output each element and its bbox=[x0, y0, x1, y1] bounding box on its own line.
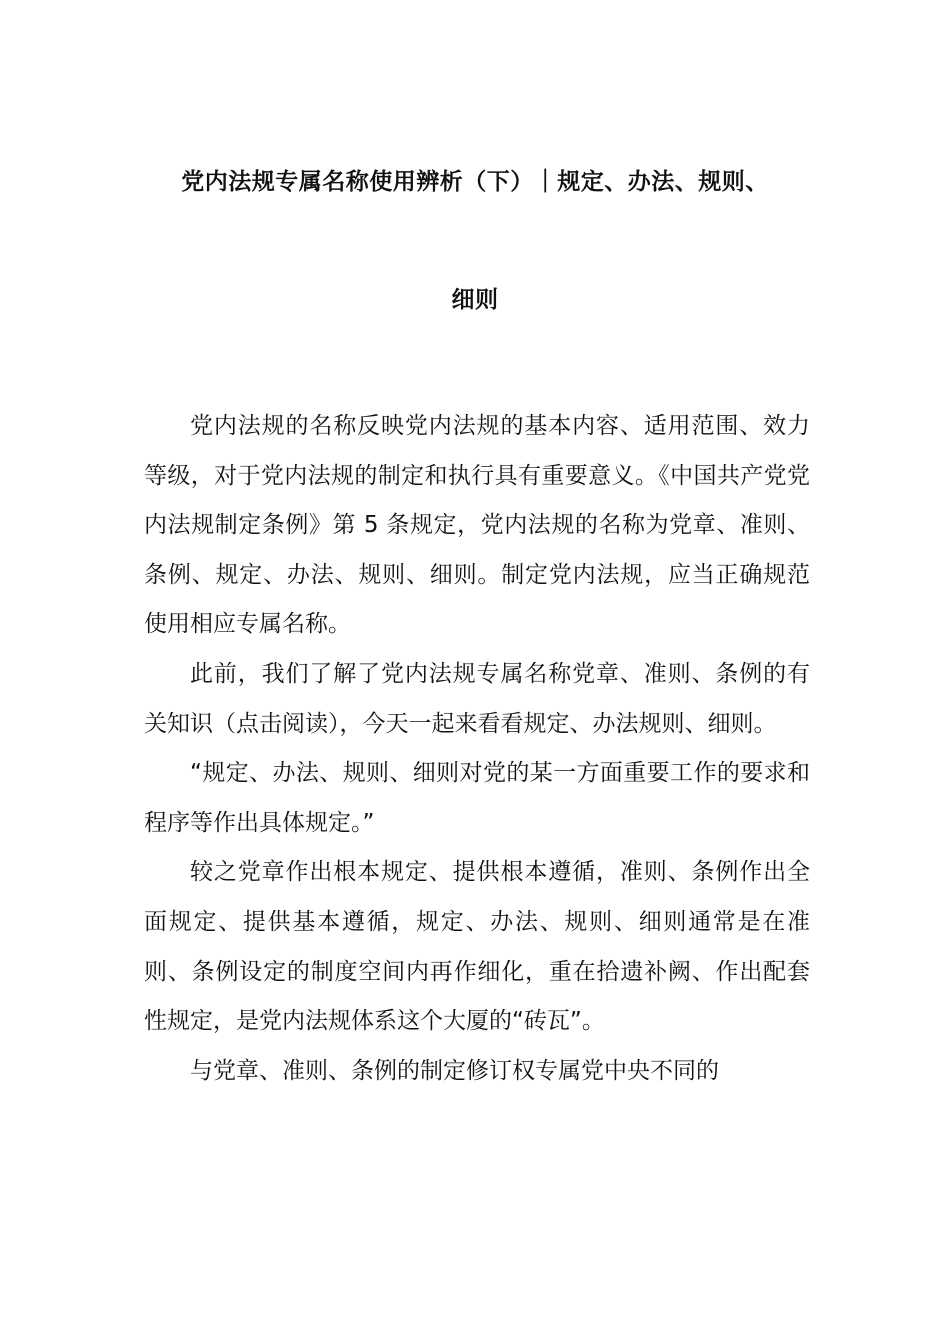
paragraph-1: 党内法规的名称反映党内法规的基本内容、适用范围、效力等级，对于党内法规的制定和执行具有重要意义。《中国共产党党内法规制定条例》第 5 条规定，党内法规的名称为党章、准则、条例、规定、办法、规则、细则。制定党内法规，应当正确规范使用相应专属名称。 bbox=[144, 413, 810, 638]
document-body bbox=[144, 402, 810, 1096]
paragraph-5: 与党章、准则、条例的制定修订权专属党中央不同的 bbox=[190, 1057, 719, 1084]
document-title-line-1: 党内法规专属名称使用辨析（下）｜规定、办法、规则、 bbox=[181, 169, 769, 195]
paragraph-4: 较之党章作出根本规定、提供根本遵循，准则、条例作出全面规定、提供基本遵循，规定、办法、规则、细则通常是在准则、条例设定的制度空间内再作细化，重在拾遗补阙、作出配套性规定，是党内法规体系这个大厦的“砖瓦”。 bbox=[144, 859, 810, 1035]
paragraph-2: 此前，我们了解了党内法规专属名称党章、准则、条例的有关知识（点击阅读），今天一起来看看规定、办法规则、细则。 bbox=[144, 660, 810, 737]
paragraph-3: “规定、办法、规则、细则对党的某一方面重要工作的要求和程序等作出具体规定。” bbox=[144, 760, 810, 836]
document-title-line-2: 细则 bbox=[451, 287, 499, 313]
